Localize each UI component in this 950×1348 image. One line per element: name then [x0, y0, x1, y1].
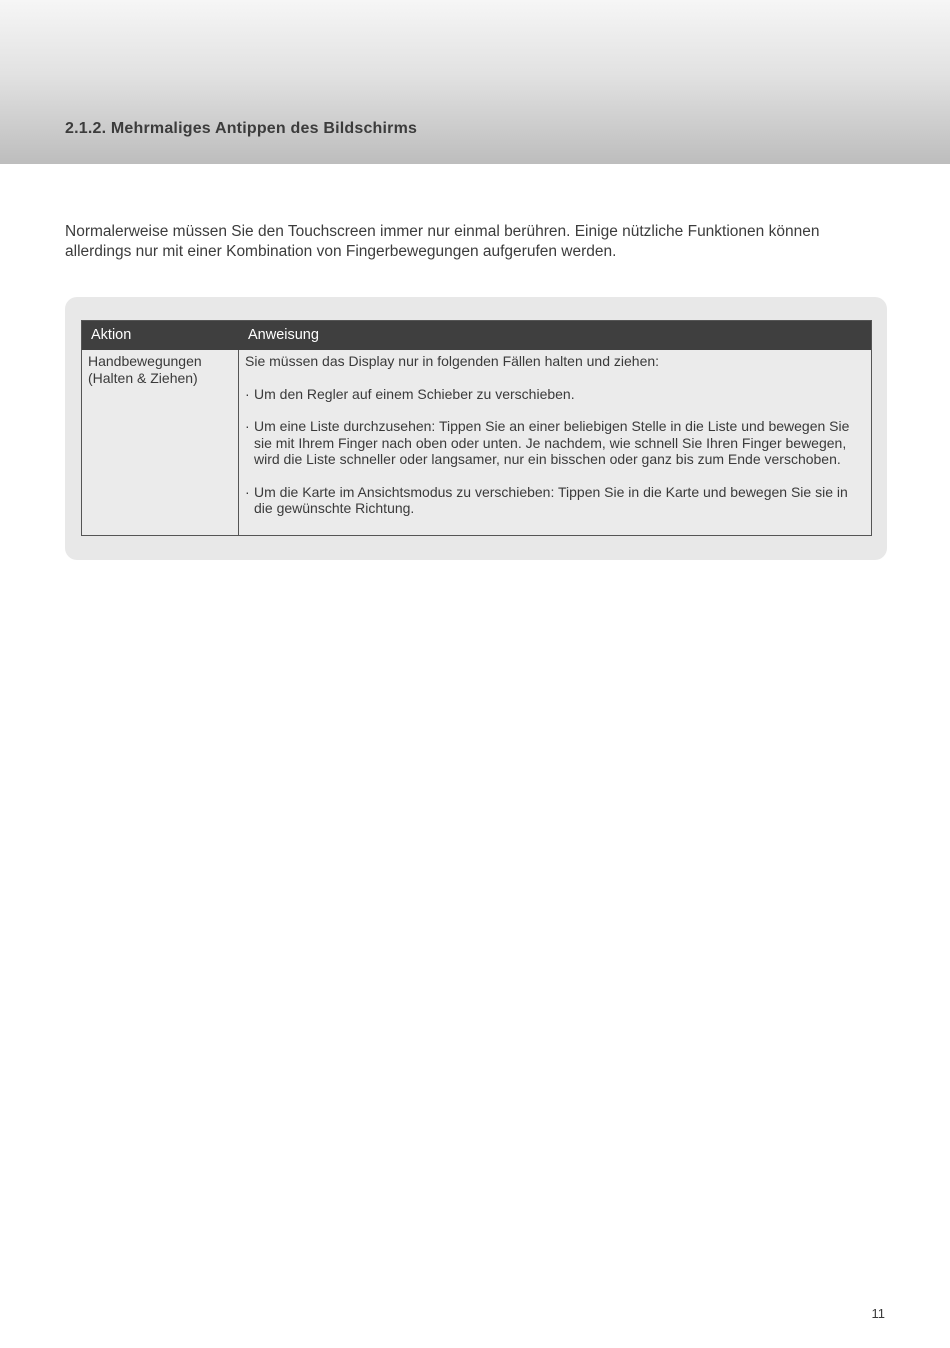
page-number: 11 — [871, 1306, 885, 1321]
table-header-row — [82, 321, 871, 350]
list-item-text: Um die Karte im Ansichtsmodus zu verschieben: Tippen Sie in die Karte und bewegen Sie sie in die gewünschte Richtung. — [254, 483, 848, 516]
list-item-text: Um eine Liste durchzusehen: Tippen Sie an einer beliebigen Stelle in die Liste und bewegen Sie sie mit Ihrem Finger nach oben oder unten. Je nachdem, wie schnell Sie Ihren Finger bewegen, wird die Liste schneller oder langsamer, nur ein bisschen oder ganz bis zum Ende verschoben. — [254, 418, 850, 467]
column-header-action: Aktion — [91, 327, 132, 343]
bullet-dot: · — [245, 385, 250, 402]
list-item — [245, 484, 863, 517]
bullet-dot: · — [245, 418, 250, 434]
instruction-lead: Sie müssen das Display nur in folgenden Fällen halten und ziehen: — [245, 353, 660, 369]
instruction-table — [81, 320, 872, 536]
list-item — [245, 418, 863, 468]
instruction-cell — [239, 350, 871, 535]
column-header-instruction: Anweisung — [248, 327, 319, 343]
list-item — [245, 386, 863, 403]
list-item-text: Um den Regler auf einem Schieber zu verschieben. — [254, 385, 575, 402]
section-title: 2.1.2. Mehrmaliges Antippen des Bildschirms — [65, 120, 418, 137]
table-row — [82, 350, 871, 535]
action-cell: Handbewegungen (Halten & Ziehen) — [82, 350, 239, 535]
intro-paragraph: Normalerweise müssen Sie den Touchscreen immer nur einmal berühren. Einige nützliche Funktionen können allerdings nur mit einer Kombination von Fingerbewegungen aufgerufen werden. — [65, 223, 820, 260]
instruction-panel — [65, 297, 887, 560]
header-band — [0, 0, 950, 164]
bullet-dot: · — [245, 483, 250, 500]
